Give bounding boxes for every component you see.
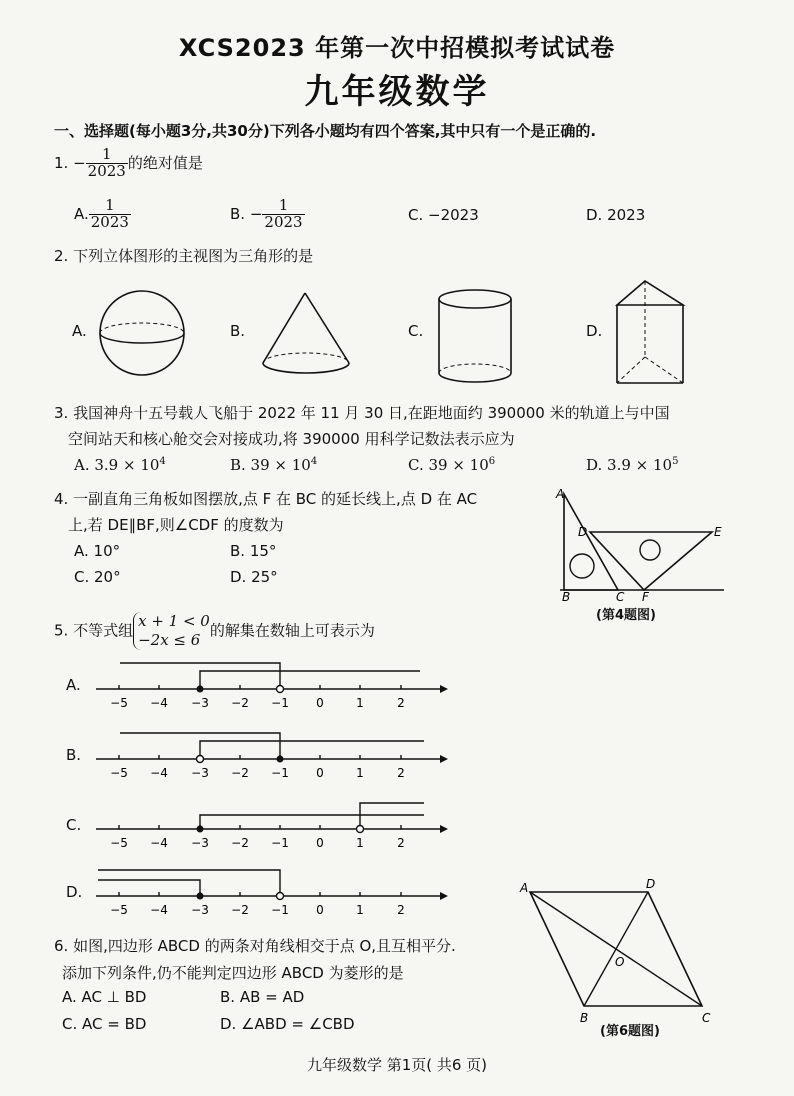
sphere-figure [90,285,200,385]
q6-point-c: C [702,1011,711,1025]
q1-option-a-label: A. [74,204,89,223]
q3-option-b-base: B. 39 × 10 [230,456,311,474]
q1-number: 1. [54,153,69,172]
q2-option-c-label[interactable]: C. [408,322,424,340]
q2-option-d-label[interactable]: D. [586,322,603,340]
q5-numberline-a [90,655,450,711]
q3-option-a-base: A. 3.9 × 10 [74,456,160,474]
q1-option-a-den: 2023 [90,212,129,231]
q1-tail: 的绝对值是 [127,153,203,172]
q5d-tick-2: −4 [150,903,168,917]
q5-numberline-b [90,725,450,781]
q5-numberline-d [90,862,450,918]
q5c-tick-6: 0 [316,836,324,850]
q4-option-b[interactable]: B. 15° [230,542,277,560]
q3-option-d-exp: 5 [672,456,679,467]
q5c-tick-7: 1 [356,836,364,850]
cone-figure [255,285,365,385]
q4-option-a[interactable]: A. 10° [74,542,121,560]
section-heading: 一、选择题(每小题3分,共30分)下列各小题均有四个答案,其中只有一个是正确的. [54,122,597,140]
q5a-tick-8: 2 [397,696,405,710]
q3-option-c-exp: 6 [488,456,496,467]
question-1 [54,147,203,180]
q5b-tick-3: −3 [191,766,209,780]
q6-caption: (第6题图) [600,1024,660,1039]
q5d-tick-3: −3 [191,903,209,917]
q4-option-d[interactable]: D. 25° [230,568,278,586]
q6-figure [512,878,722,1028]
q4-point-c: C [616,590,625,601]
q5c-tick-1: −5 [110,836,128,850]
question-2: 2. 下列立体图形的主视图为三角形的是 [54,247,314,265]
question-5 [54,612,375,650]
q6-option-c[interactable]: C. AC = BD [62,1015,147,1033]
q4-point-d: D [578,525,588,539]
q5b-tick-8: 2 [397,766,405,780]
question-4-line1: 4. 一副直角三角板如图摆放,点 F 在 BC 的延长线上,点 D 在 AC [54,490,478,508]
exam-title: XCS2023 年第一次中招模拟考试试卷 [178,34,616,62]
q5d-tick-6: 0 [316,903,324,917]
q5a-tick-5: −1 [271,696,289,710]
q5c-tick-2: −4 [150,836,168,850]
q5c-tick-5: −1 [271,836,289,850]
q4-point-b: B [562,590,571,601]
q1-option-c[interactable]: C. −2023 [408,206,479,224]
subject-title: 九年级数学 [304,72,490,112]
q6-point-d: D [646,878,656,891]
q3-option-a-exp: 4 [159,456,166,467]
q6-point-o: O [615,955,625,969]
q5a-tick-2: −4 [150,696,168,710]
q5-inequality-2: −2x ≤ 6 [138,630,201,649]
q6-option-d[interactable]: D. ∠ABD = ∠CBD [220,1015,355,1033]
q5a-tick-1: −5 [110,696,128,710]
q5-option-d-label[interactable]: D. [66,883,83,901]
q5-tail: 的解集在数轴上可表示为 [209,621,375,640]
q6-point-a: A [520,881,529,895]
q5-option-b-label[interactable]: B. [66,746,82,764]
q1-option-b-label: B. − [230,204,263,223]
q1-option-b[interactable] [230,198,305,231]
q1-option-d[interactable]: D. 2023 [586,206,646,224]
question-6-line2: 添加下列条件,仍不能判定四边形 ABCD 为菱形的是 [62,964,404,982]
question-3-line1: 3. 我国神舟十五号载人飞船于 2022 年 11 月 30 日,在距地面约 390000 米的轨道上与中国 [54,404,670,422]
q6-option-a[interactable]: A. AC ⊥ BD [62,988,147,1006]
q5-lead: 5. 不等式组 [54,621,134,640]
q5a-tick-4: −2 [231,696,249,710]
q6-point-b: B [580,1011,589,1025]
q1-option-a-fraction [89,198,131,231]
q5-option-c-label[interactable]: C. [66,816,82,834]
page-footer: 九年级数学 第1页( 共6 页) [306,1056,488,1074]
q5c-tick-8: 2 [397,836,405,850]
q1-option-a-num: 1 [89,198,131,215]
q5c-tick-3: −3 [191,836,209,850]
q5b-tick-5: −1 [271,766,289,780]
q5a-tick-6: 0 [316,696,324,710]
q1-option-b-den: 2023 [264,212,303,231]
q5a-tick-3: −3 [191,696,209,710]
q5b-tick-7: 1 [356,766,364,780]
q5d-tick-5: −1 [271,903,289,917]
q1-option-a[interactable] [74,198,131,231]
q4-figure [552,486,732,601]
q5d-tick-4: −2 [231,903,249,917]
q5a-tick-7: 1 [356,696,364,710]
q5-option-a-label[interactable]: A. [66,676,81,694]
question-6-line1: 6. 如图,四边形 ABCD 的两条对角线相交于点 O,且互相平分. [54,937,456,955]
q3-option-b-exp: 4 [310,456,318,467]
q5-inequality-system [133,612,210,650]
q1-option-b-num: 1 [262,198,304,215]
q5-inequality-1: x + 1 < 0 [138,612,210,630]
q4-point-e: E [714,525,722,539]
q3-option-a[interactable] [74,456,166,474]
q3-option-b[interactable] [230,456,317,474]
q4-caption: (第4题图) [596,608,656,623]
cylinder-figure [430,285,530,390]
q5d-tick-7: 1 [356,903,364,917]
q6-option-b[interactable]: B. AB = AD [220,988,305,1006]
q5d-tick-8: 2 [397,903,405,917]
question-3-line2: 空间站天和核心舱交会对接成功,将 390000 用科学记数法表示应为 [68,430,515,448]
q3-option-c-base: C. 39 × 10 [408,456,489,474]
q1-option-b-fraction [262,198,304,231]
q1-numerator: 1 [86,147,128,164]
question-4-line2: 上,若 DE∥BF,则∠CDF 的度数为 [68,516,284,534]
q1-minus: − [73,153,86,172]
q4-point-f: F [642,590,649,601]
q5b-tick-4: −2 [231,766,249,780]
q4-point-a: A [556,487,565,501]
q1-fraction [86,147,128,180]
q3-option-d[interactable] [586,456,678,474]
q2-option-a-label[interactable]: A. [72,322,87,340]
q4-option-c[interactable]: C. 20° [74,568,121,586]
q5d-tick-1: −5 [110,903,128,917]
q5c-tick-4: −2 [231,836,249,850]
q5b-tick-1: −5 [110,766,128,780]
q3-option-d-base: D. 3.9 × 10 [586,456,673,474]
q5-numberline-c [90,795,450,851]
q3-option-c[interactable] [408,456,495,474]
prism-figure [605,275,695,390]
q5b-tick-6: 0 [316,766,324,780]
q5b-tick-2: −4 [150,766,168,780]
q1-denominator: 2023 [87,161,126,180]
q2-option-b-label[interactable]: B. [230,322,246,340]
